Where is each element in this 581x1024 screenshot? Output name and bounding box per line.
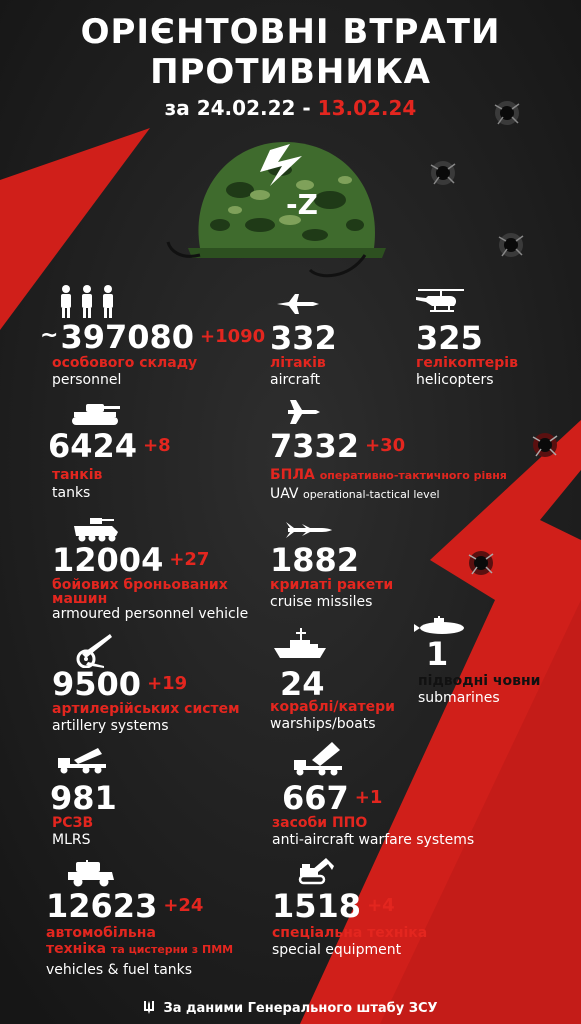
trident-icon <box>143 1000 155 1014</box>
apc-icon <box>72 516 120 542</box>
special-delta: +4 <box>367 895 395 916</box>
aircraft-label-en: aircraft <box>270 372 321 388</box>
uav-label-ua: БПЛА оперативно-тактичного рівня <box>270 467 507 483</box>
mlrs-label-ua: РСЗВ <box>52 815 94 831</box>
warships-label-ua: кораблі/катери <box>270 699 395 715</box>
mlrs-label-en: MLRS <box>52 832 91 848</box>
apv-label-en: armoured personnel vehicle <box>52 606 249 622</box>
aircraft-count: 332 <box>270 319 337 357</box>
aa-delta: +1 <box>354 787 383 808</box>
mlrs-count: 981 <box>50 779 117 817</box>
page-title-line1: ОРІЄНТОВНІ ВТРАТИ <box>80 12 501 52</box>
source-text: За даними Генерального штабу ЗСУ <box>163 1001 438 1016</box>
helicopters-label-ua: гелікоптерів <box>416 355 518 371</box>
personnel-label-en: personnel <box>52 372 122 388</box>
special-label-ua: спеціальна техніка <box>272 925 428 941</box>
bullet-hole-icon <box>528 428 562 462</box>
submarine-icon <box>414 616 466 636</box>
helicopters-count: 325 <box>416 319 483 357</box>
cruise-missiles-label-en: cruise missiles <box>270 594 373 610</box>
warships-label-en: warships/boats <box>270 716 376 732</box>
aa-launcher-icon <box>292 740 344 776</box>
helmet-icon <box>160 130 400 280</box>
personnel-count: ~397080 +1090 <box>40 318 266 356</box>
vehicles-count: 12623 +24 <box>46 887 204 925</box>
truck-icon <box>66 860 116 888</box>
apv-label-ua-line1: бойових броньованих <box>52 577 228 593</box>
apv-delta: +27 <box>169 549 210 570</box>
submarines-label-en: submarines <box>418 690 500 706</box>
artillery-label-ua: артилерійських систем <box>52 701 240 717</box>
vehicles-label-en: vehicles & fuel tanks <box>46 962 193 978</box>
uav-count: 7332 +30 <box>270 427 406 465</box>
aa-count: 667 +1 <box>282 779 383 817</box>
soldiers-icon <box>56 284 118 318</box>
artillery-icon <box>74 632 114 668</box>
vehicles-label-ua-line1: автомобільна <box>46 925 156 941</box>
special-count: 1518 +4 <box>272 887 395 925</box>
missile-icon <box>286 522 332 538</box>
date-range <box>0 96 581 120</box>
aa-label-ua: засоби ППО <box>272 815 368 831</box>
artillery-count: 9500 +19 <box>52 665 188 703</box>
date-start: за 24.02.22 - <box>164 96 311 120</box>
personnel-label-ua: особового складу <box>52 355 198 371</box>
page-title-line2: ПРОТИВНИКА <box>150 52 431 92</box>
artillery-label-en: artillery systems <box>52 718 169 734</box>
bullet-hole-icon <box>426 156 460 190</box>
vehicles-label-ua-line2: техніка та цистерни з ПММ <box>46 941 234 957</box>
cruise-missiles-count: 1882 <box>270 541 360 579</box>
special-label-en: special equipment <box>272 942 402 958</box>
apv-label-ua-line2: машин <box>52 591 108 607</box>
bullet-hole-icon <box>494 228 528 262</box>
submarines-label-ua: підводні човни <box>418 673 541 689</box>
vehicles-delta: +24 <box>163 895 204 916</box>
bullet-hole-icon <box>464 546 498 580</box>
warships-count: 24 <box>280 665 325 703</box>
aircraft-label-ua: літаків <box>270 355 326 371</box>
drone-icon <box>286 398 320 426</box>
tanks-label-en: tanks <box>52 485 91 501</box>
svg-text:-Z: -Z <box>286 188 318 221</box>
personnel-delta: +1090 <box>200 326 266 347</box>
tanks-count: 6424 +8 <box>48 427 171 465</box>
uav-label-en: UAV operational-tactical level <box>270 486 440 502</box>
artillery-delta: +19 <box>147 673 188 694</box>
tanks-label-ua: танків <box>52 467 103 483</box>
submarines-count: 1 <box>426 635 449 673</box>
date-end: 13.02.24 <box>317 96 417 120</box>
apv-count: 12004 +27 <box>52 541 210 579</box>
warship-icon <box>274 628 326 662</box>
uav-delta: +30 <box>365 435 406 456</box>
jet-icon <box>275 292 319 316</box>
helicopter-icon <box>414 286 468 316</box>
source-footer <box>0 1000 581 1016</box>
helicopters-label-en: helicopters <box>416 372 494 388</box>
cruise-missiles-label-ua: крилаті ракети <box>270 577 394 593</box>
aa-label-en: anti-aircraft warfare systems <box>272 832 475 848</box>
mlrs-icon <box>56 746 108 774</box>
excavator-icon <box>298 856 336 886</box>
tanks-delta: +8 <box>143 435 171 456</box>
tank-icon <box>70 400 120 426</box>
